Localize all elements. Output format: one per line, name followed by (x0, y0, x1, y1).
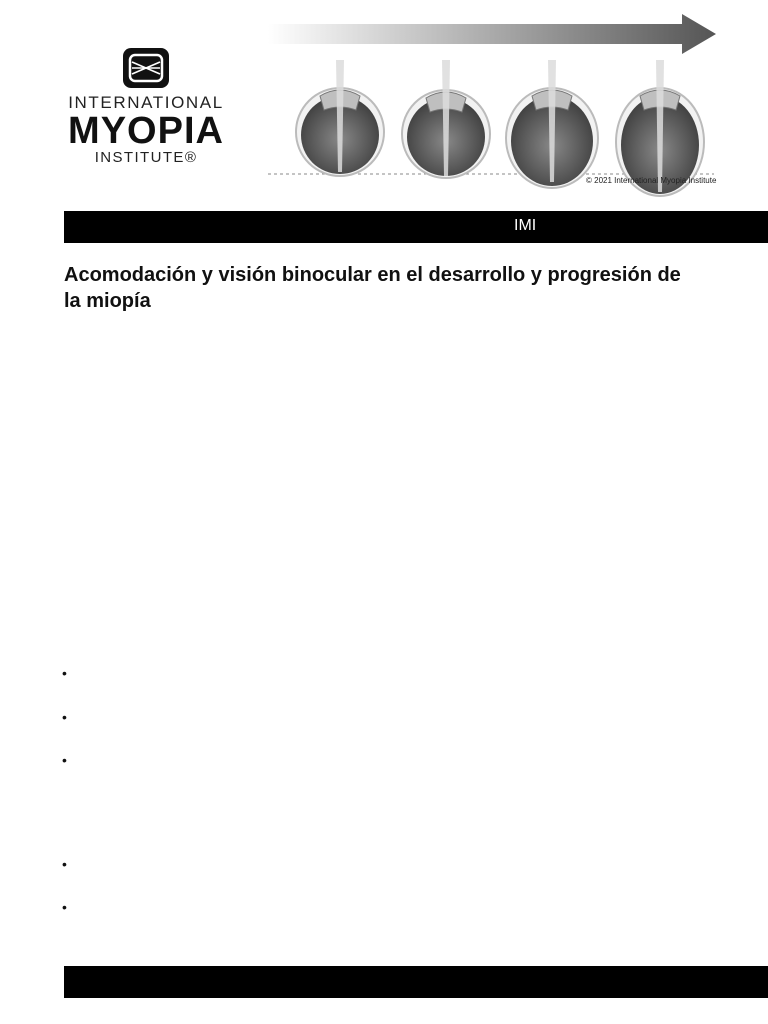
eye-progression-figure (264, 12, 724, 202)
logo-text-international: INTERNATIONAL (68, 93, 224, 112)
document-header (0, 0, 768, 210)
eye-3-icon (506, 60, 598, 188)
bullet-marker: • (62, 856, 67, 872)
bullet-marker: • (62, 665, 67, 681)
progression-arrow-icon (268, 14, 716, 54)
header-bar-label: IMI (514, 217, 537, 234)
logo-text-institute: INSTITUTE® (94, 149, 198, 166)
header-black-bar (64, 211, 768, 243)
logo-mark-icon (123, 48, 169, 88)
logo-text-myopia: MYOPIA (68, 110, 224, 152)
bullet-marker: • (62, 899, 67, 915)
eye-1-icon (296, 60, 384, 176)
footer-black-bar (64, 966, 768, 998)
bullet-marker: • (62, 709, 67, 725)
figure-copyright: © 2021 International Myopia Institute (586, 176, 717, 185)
bullet-marker: • (62, 752, 67, 768)
imi-logo (56, 48, 236, 178)
document-title: Acomodación y visión binocular en el desarrollo y progresión de la miopía (64, 264, 681, 312)
eye-2-icon (402, 60, 490, 178)
